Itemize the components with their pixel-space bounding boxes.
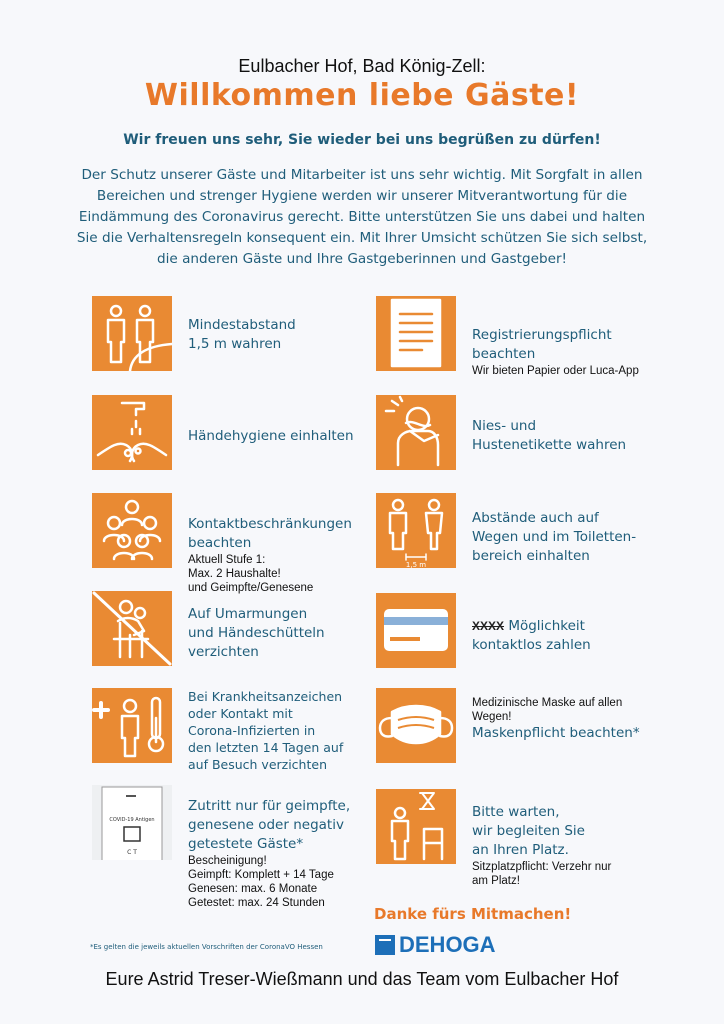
rule-heading [472, 617, 682, 655]
signature-line: Eure Astrid Treser-Wießmann und das Team vom Eulbacher Hof [105, 969, 619, 989]
dehoga-logo-icon [375, 935, 395, 955]
distance-label: 1,5 m [405, 561, 427, 568]
toilet-distance-icon [376, 493, 456, 568]
rule-heading: Registrierungspflicht beachten [472, 327, 612, 362]
group-contact-icon [92, 493, 172, 568]
rule-heading-text: Möglichkeit kontaktlos zahlen [472, 618, 591, 653]
distance-people-icon [92, 296, 172, 371]
rule-heading: Bitte warten, wir begleiten Sie an Ihren Platz. [472, 804, 585, 858]
test-kit-title: COVID-19 Antigen [109, 817, 155, 823]
thanks-line: Danke fürs Mitmachen! [374, 905, 572, 923]
intro-paragraph: Der Schutz unserer Gäste und Mitarbeiter ist uns sehr wichtig. Mit Sorgfalt in allen Bereichen und strenger Hygiene werden wir unserer Mitverantwortung für die Eindämmung des Coronavirus gerecht. Bitte unterstützen Sie uns dabei und halten Sie die Verhaltensregeln konsequent ein. Mit Ihrer Umsicht schützen Sie sich selbst, die anderen Gäste und Ihre Gastgeberinnen und Gastgeber! [76, 167, 648, 267]
rule-heading: Bei Krankheitsanzeichen oder Kontakt mit Corona-Infizierten in den letzten 14 Tagen auf auf Besuch verzichten [188, 689, 344, 772]
rule-note: Wir bieten Papier oder Luca-App [472, 365, 639, 377]
face-mask-icon [376, 688, 456, 763]
subtitle: Wir freuen uns sehr, Sie wieder bei uns begrüßen zu dürfen! [123, 132, 601, 148]
antigen-test-icon [92, 785, 172, 860]
rule-note: Bescheinigung! Geimpft: Komplett + 14 Tage Genesen: max. 6 Monate Getestet: max. 24 Stunden [188, 855, 334, 909]
footnote: *Es gelten die jeweils aktuellen Vorschriften der CoronaVO Hessen [90, 943, 323, 951]
rule-heading: Zutritt nur für geimpfte, genesene oder negativ getestete Gäste* [188, 798, 351, 852]
location-line: Eulbacher Hof, Bad König-Zell: [238, 56, 486, 76]
sick-visitor-icon [92, 688, 172, 763]
rule-heading: Nies- und Hustenetikette wahren [472, 418, 627, 453]
rule-heading: Kontaktbeschränkungen beachten [188, 516, 352, 551]
contactless-card-icon [376, 593, 456, 668]
dehoga-logo-text: DEHOGA [399, 932, 496, 957]
rule-heading: Auf Umarmungen und Händeschütteln verzichten [188, 606, 325, 660]
test-kit-mark: C T [127, 849, 137, 856]
rule-note: Aktuell Stufe 1: Max. 2 Haushalte! und Geimpfte/Genesene [188, 554, 314, 594]
struck-text: XXXX [472, 619, 505, 633]
rule-heading: Mindestabstand 1,5 m wahren [188, 317, 296, 352]
page-title: Willkommen liebe Gäste! [144, 78, 580, 113]
waiting-seat-icon [376, 789, 456, 864]
sneeze-etiquette-icon [376, 395, 456, 470]
rule-note: Sitzplatzpflicht: Verzehr nur am Platz! [472, 861, 612, 887]
rule-heading: Maskenpflicht beachten* [472, 725, 640, 741]
hand-washing-icon [92, 395, 172, 470]
rule-heading: Abstände auch auf Wegen und im Toiletten- bereich einhalten [472, 510, 637, 564]
registration-document-icon [376, 296, 456, 371]
rule-heading: Händehygiene einhalten [188, 428, 354, 444]
no-hug-icon [92, 591, 172, 666]
rule-note: Medizinische Maske auf allen Wegen! [472, 697, 623, 723]
